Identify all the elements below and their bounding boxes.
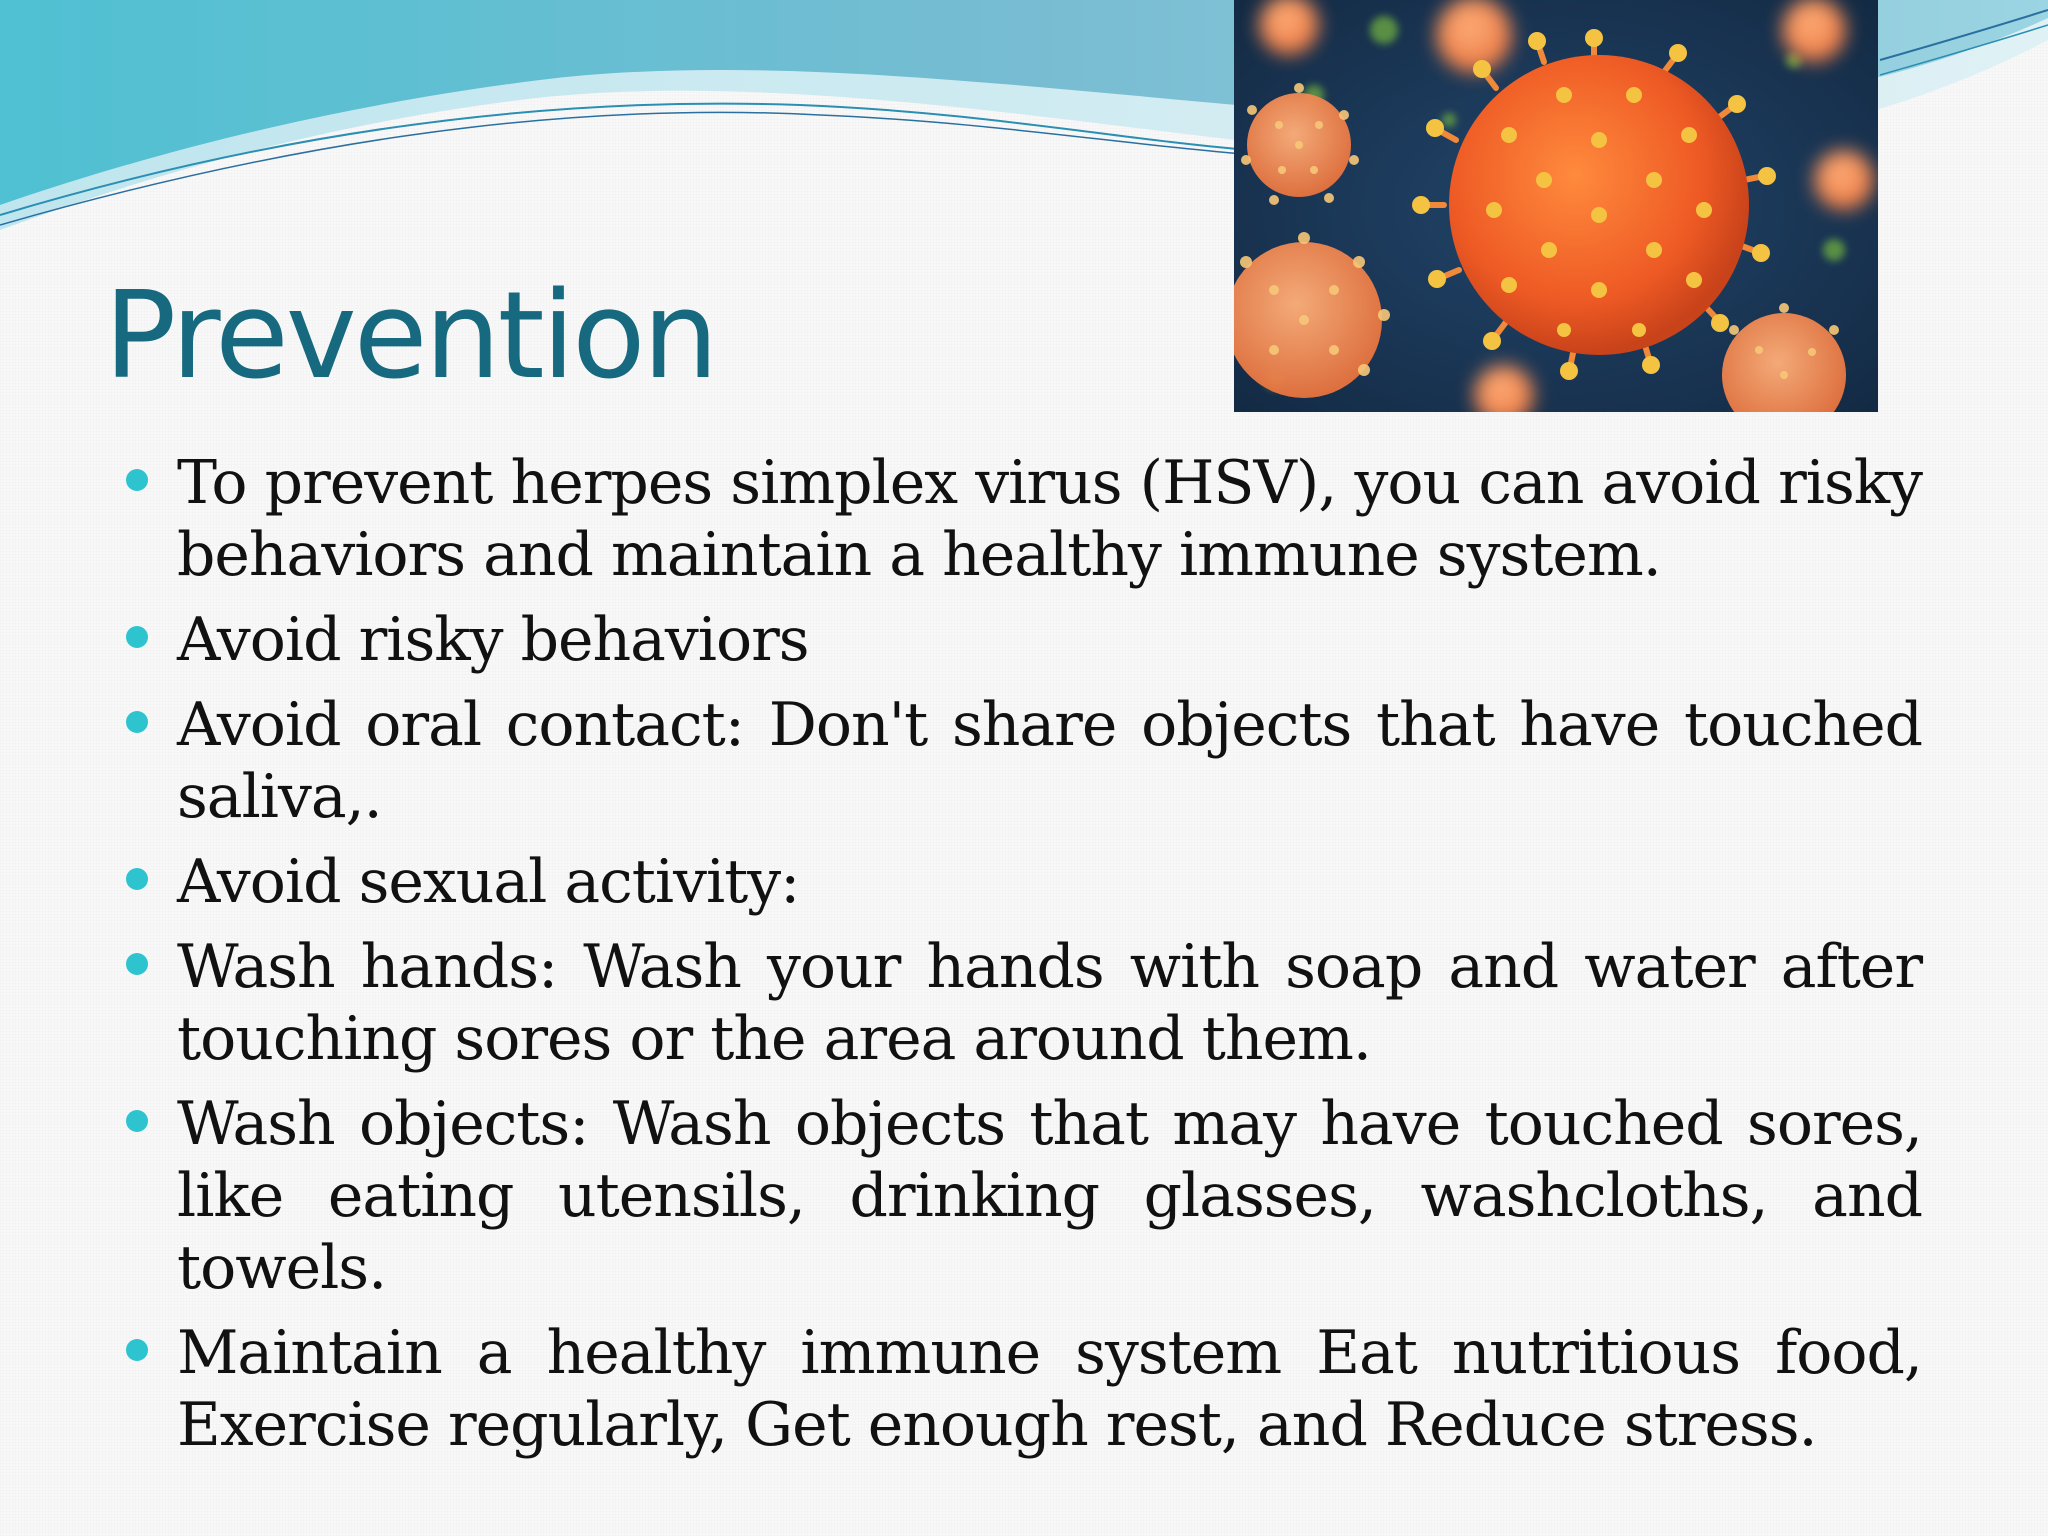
bullet-item (126, 1088, 1922, 1304)
bullet-dot-icon (126, 953, 148, 975)
bullet-item (126, 846, 1922, 918)
bullet-dot-icon (126, 711, 148, 733)
bullet-item (126, 604, 1922, 676)
bullet-text: Avoid sexual activity: (177, 847, 800, 917)
bullet-text: Maintain a healthy immune system Eat nutritious food, Exercise regularly, Get enough rest, and Reduce stress. (177, 1318, 1922, 1460)
bullet-dot-icon (126, 1339, 148, 1361)
bullet-dot-icon (126, 626, 148, 648)
bullet-text: Avoid oral contact: Don't share objects that have touched saliva,. (177, 690, 1922, 832)
bullet-item (126, 689, 1922, 833)
bullet-text: To prevent herpes simplex virus (HSV), you can avoid risky behaviors and maintain a healthy immune system. (177, 448, 1922, 590)
bullet-list (126, 447, 1922, 1474)
bullet-item (126, 1317, 1922, 1461)
bullet-text: Avoid risky behaviors (177, 605, 809, 675)
slide-title: Prevention (104, 267, 716, 406)
bullet-item (126, 931, 1922, 1075)
bullet-item (126, 447, 1922, 591)
bullet-text: Wash objects: Wash objects that may have touched sores, like eating utensils, drinking glasses, washcloths, and towels. (177, 1089, 1922, 1303)
bullet-text: Wash hands: Wash your hands with soap and water after touching sores or the area around them. (177, 932, 1922, 1074)
virus-image (1234, 0, 1878, 412)
bullet-dot-icon (126, 868, 148, 890)
bullet-dot-icon (126, 1110, 148, 1132)
bullet-dot-icon (126, 469, 148, 491)
